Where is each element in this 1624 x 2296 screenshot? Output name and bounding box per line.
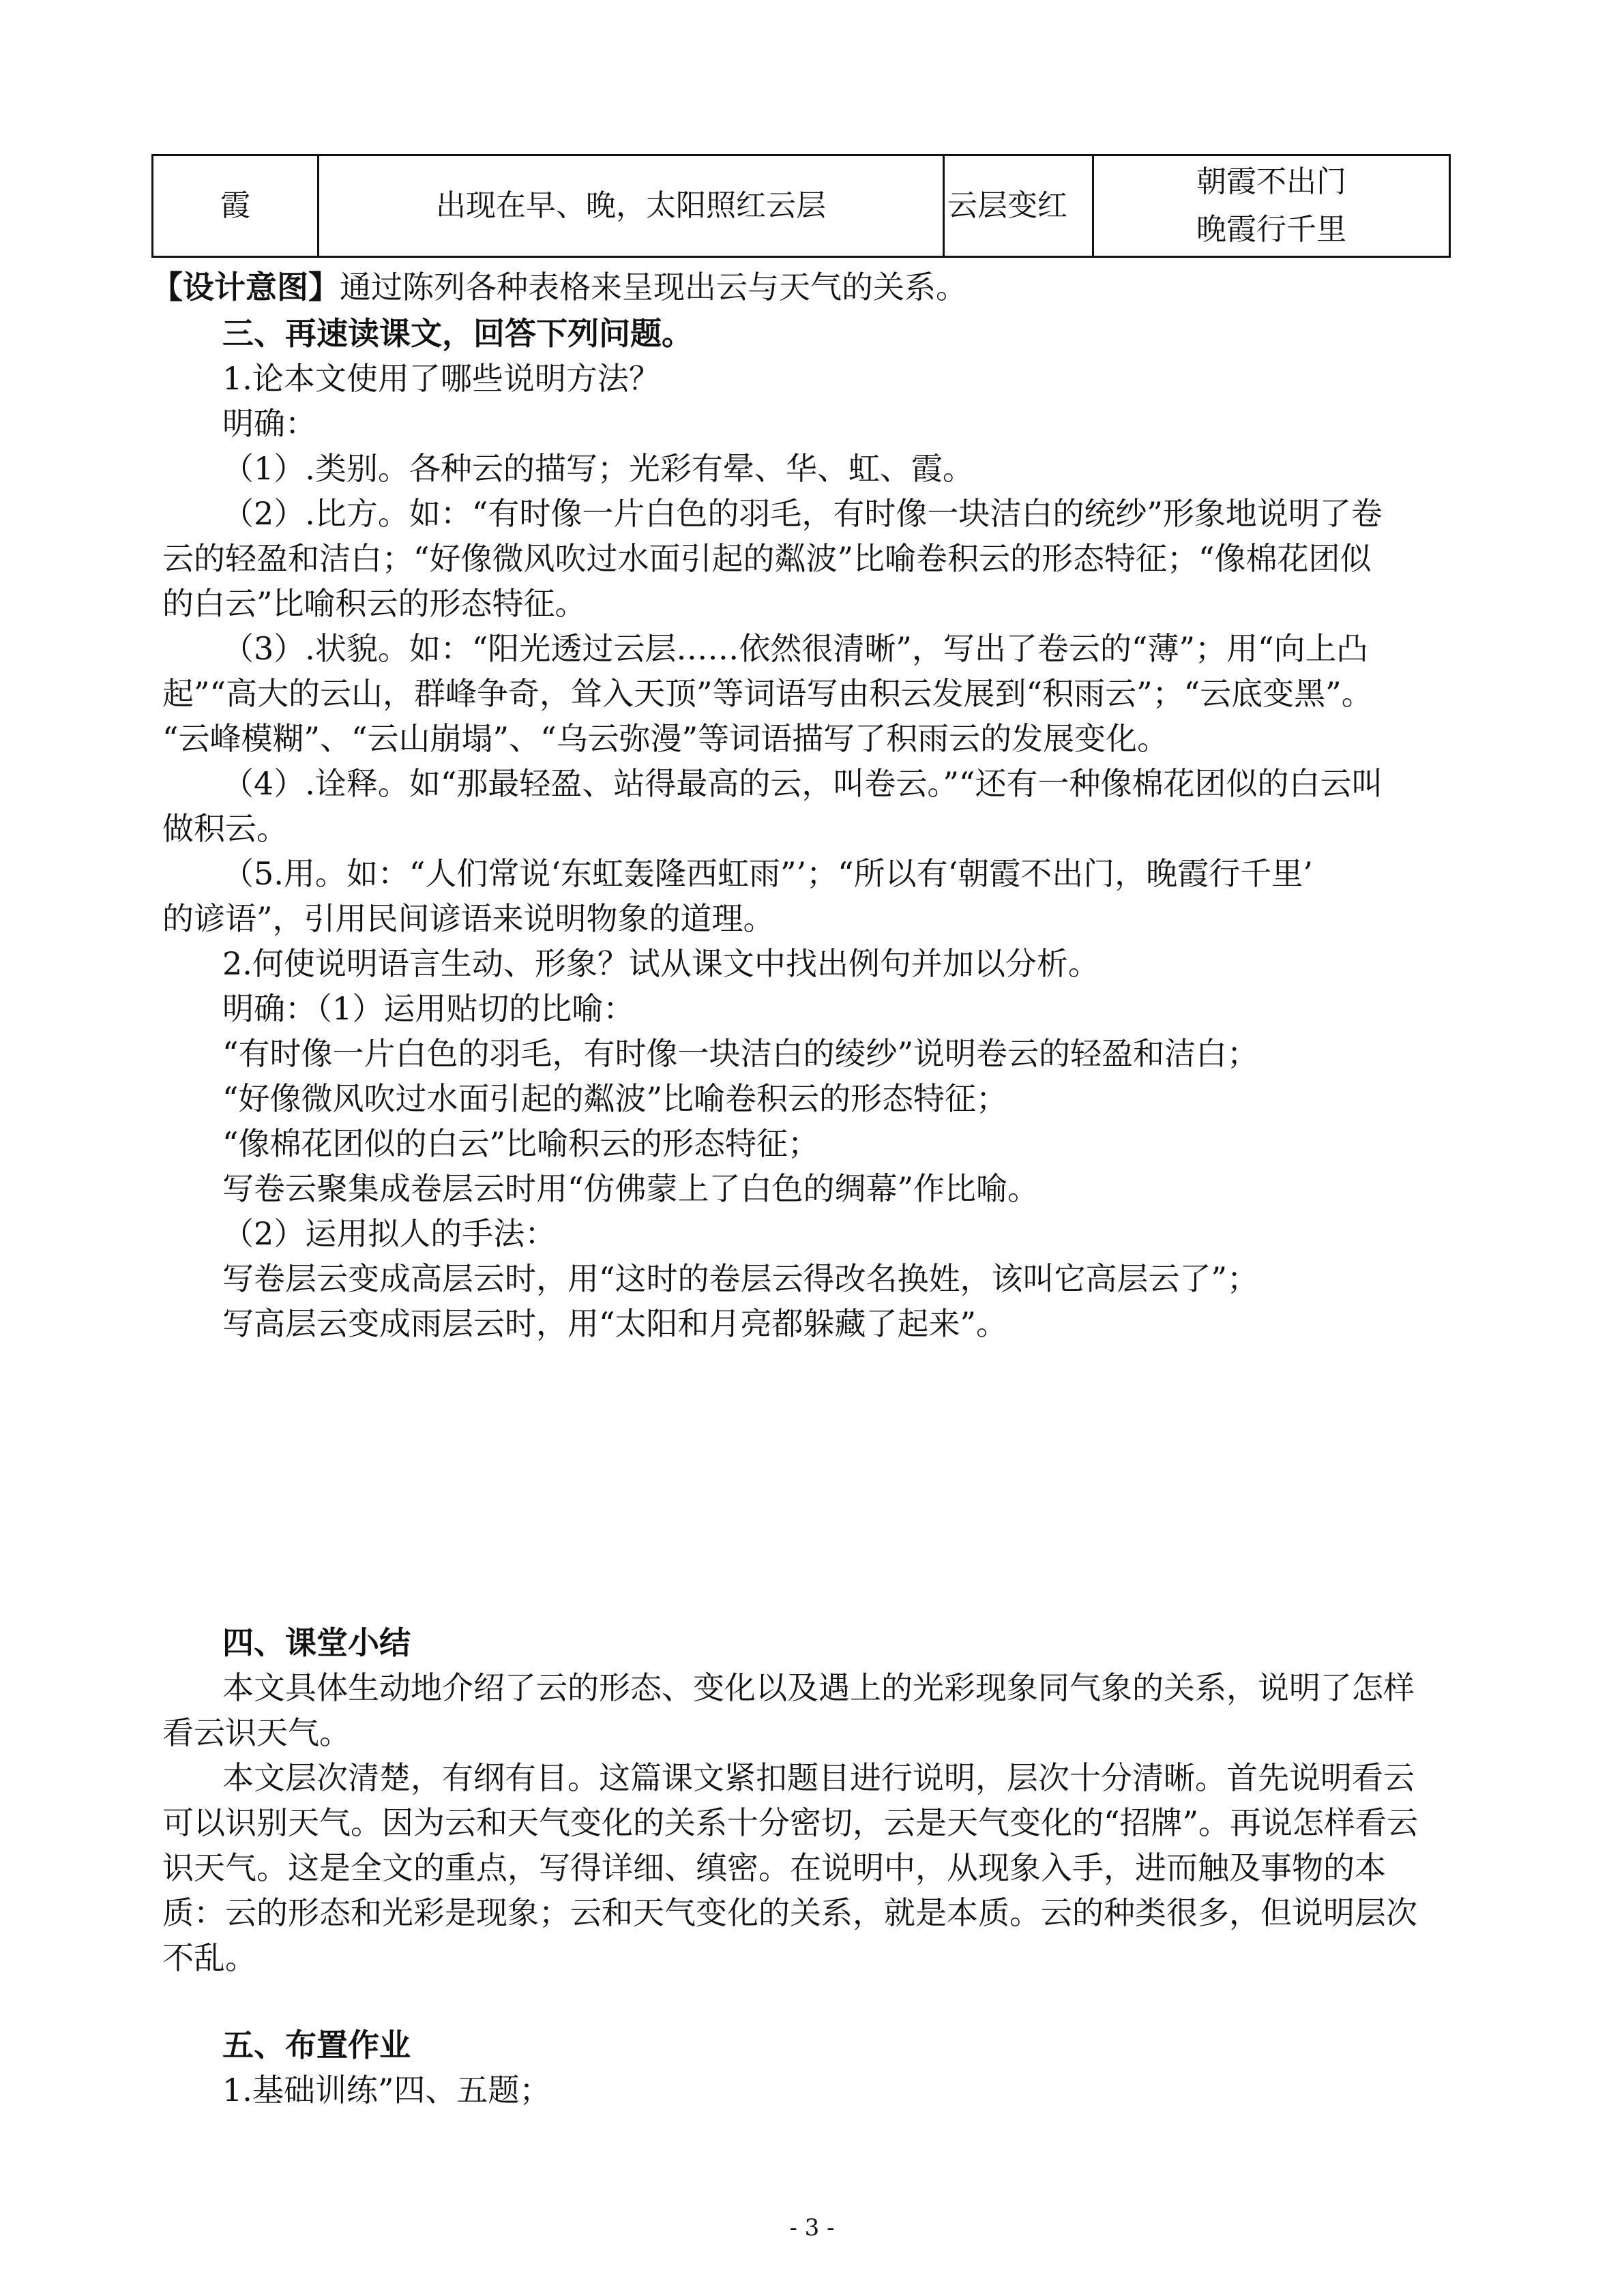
paragraph-line: “像棉花团似的白云”比喻积云的形态特征；: [222, 1125, 820, 1162]
paragraph-line: 识天气。这是全文的重点，写得详细、缜密。在说明中，从现象入手，进而触及事物的本: [162, 1849, 1386, 1886]
paragraph-line: 写卷层云变成高层云时，用“这时的卷层云得改名换姓，该叫它高层云了”；: [222, 1260, 1259, 1297]
paragraph-line: 质：云的形态和光彩是现象；云和天气变化的关系，就是本质。云的种类很多，但说明层次: [162, 1894, 1417, 1931]
section-3: [162, 311, 1451, 1346]
paragraph-line: 本文具体生动地介绍了云的形态、变化以及遇上的光彩现象同气象的关系，说明了怎样: [222, 1669, 1415, 1706]
cell-description: 出现在早、晚，太阳照红云层: [319, 155, 944, 257]
paragraph-line: 起”“高大的云山，群峰争奇，耸入天顶”等词语写由积云发展到“积雨云”；“云底变黑”。: [162, 675, 1373, 712]
homework-item: 1.基础训练”四、五题；: [222, 2072, 551, 2108]
design-intent-text: 通过陈列各种表格来呈现出云与天气的关系。: [340, 269, 967, 305]
question: 2.何使说明语言生动、形象？试从课文中找出例句并加以分析。: [222, 945, 1099, 982]
paragraph-line: 看云识天气。: [162, 1714, 351, 1751]
paragraph-line: （1）.类别。各种云的描写；光彩有晕、华、虹、霞。: [222, 450, 974, 487]
proverb-line: 朝霞不出门: [1196, 164, 1346, 199]
paragraph-line: 可以识别天气。因为云和天气变化的关系十分密切，云是天气变化的“招牌”。再说怎样看云: [162, 1804, 1419, 1841]
section-heading: 三、再速读课文，回答下列问题。: [222, 315, 693, 352]
paragraph-line: （3）.状貌。如：“阳光透过云层……依然很清晰”，写出了卷云的“薄”；用“向上凸: [222, 630, 1368, 667]
cloud-table: [151, 154, 1451, 258]
table-row: [153, 155, 1450, 257]
answer-label: 明确：: [222, 405, 316, 442]
cell-change: 云层变红: [944, 155, 1093, 257]
paragraph-line: （2）.比方。如：“有时像一片白色的羽毛，有时像一块洁白的统纱”形象地说明了卷: [222, 495, 1383, 532]
cell-proverb: [1093, 155, 1450, 257]
page-number: - 3 -: [789, 2214, 835, 2241]
paragraph-line: （5.用。如：“人们常说‘东虹轰隆西虹雨”’；“所以有‘朝霞不出门，晚霞行千里’: [222, 855, 1313, 892]
question: 1.论本文使用了哪些说明方法？: [222, 360, 660, 397]
paragraph-line: 不乱。: [162, 1939, 256, 1976]
paragraph-line: 的谚语”，引用民间谚语来说明物象的道理。: [162, 900, 775, 937]
paragraph-line: “有时像一片白色的羽毛，有时像一块洁白的绫纱”说明卷云的轻盈和洁白；: [222, 1035, 1259, 1072]
cell-name: 霞: [153, 155, 319, 257]
design-intent-tag: 【设计意图】: [151, 269, 340, 305]
paragraph-line: （4）.诠释。如“那最轻盈、站得最高的云，叫卷云。”“还有一种像棉花团似的白云叫: [222, 765, 1383, 802]
paragraph-line: 云的轻盈和洁白；“好像微风吹过水面引起的粼波”比喻卷积云的形态特征；“像棉花团似: [162, 540, 1372, 577]
paragraph-line: 写卷云聚集成卷层云时用“仿佛蒙上了白色的绸幕”作比喻。: [222, 1170, 1039, 1207]
proverb-line: 晚霞行千里: [1196, 212, 1346, 247]
paragraph-line: “好像微风吹过水面引起的粼波”比喻卷积云的形态特征；: [222, 1080, 1008, 1117]
section-heading: 四、课堂小结: [222, 1624, 411, 1661]
paragraph-line: 本文层次清楚，有纲有目。这篇课文紧扣题目进行说明，层次十分清晰。首先说明看云: [222, 1759, 1415, 1796]
section-5: [162, 2023, 1451, 2113]
paragraph-line: （2）运用拟人的手法：: [222, 1215, 557, 1252]
section-4: [162, 1620, 1451, 1980]
paragraph-line: 的白云”比喻积云的形态特征。: [162, 585, 587, 622]
paragraph-line: 明确：（1）运用贴切的比喻：: [222, 990, 635, 1027]
design-intent: [151, 265, 967, 310]
section-heading: 五、布置作业: [222, 2027, 411, 2063]
paragraph-line: “云峰模糊”、“云山崩塌”、“乌云弥漫”等词语描写了积雨云的发展变化。: [162, 720, 1169, 757]
paragraph-line: 写高层云变成雨层云时，用“太阳和月亮都躲藏了起来”。: [222, 1305, 1008, 1342]
paragraph-line: 做积云。: [162, 810, 288, 847]
